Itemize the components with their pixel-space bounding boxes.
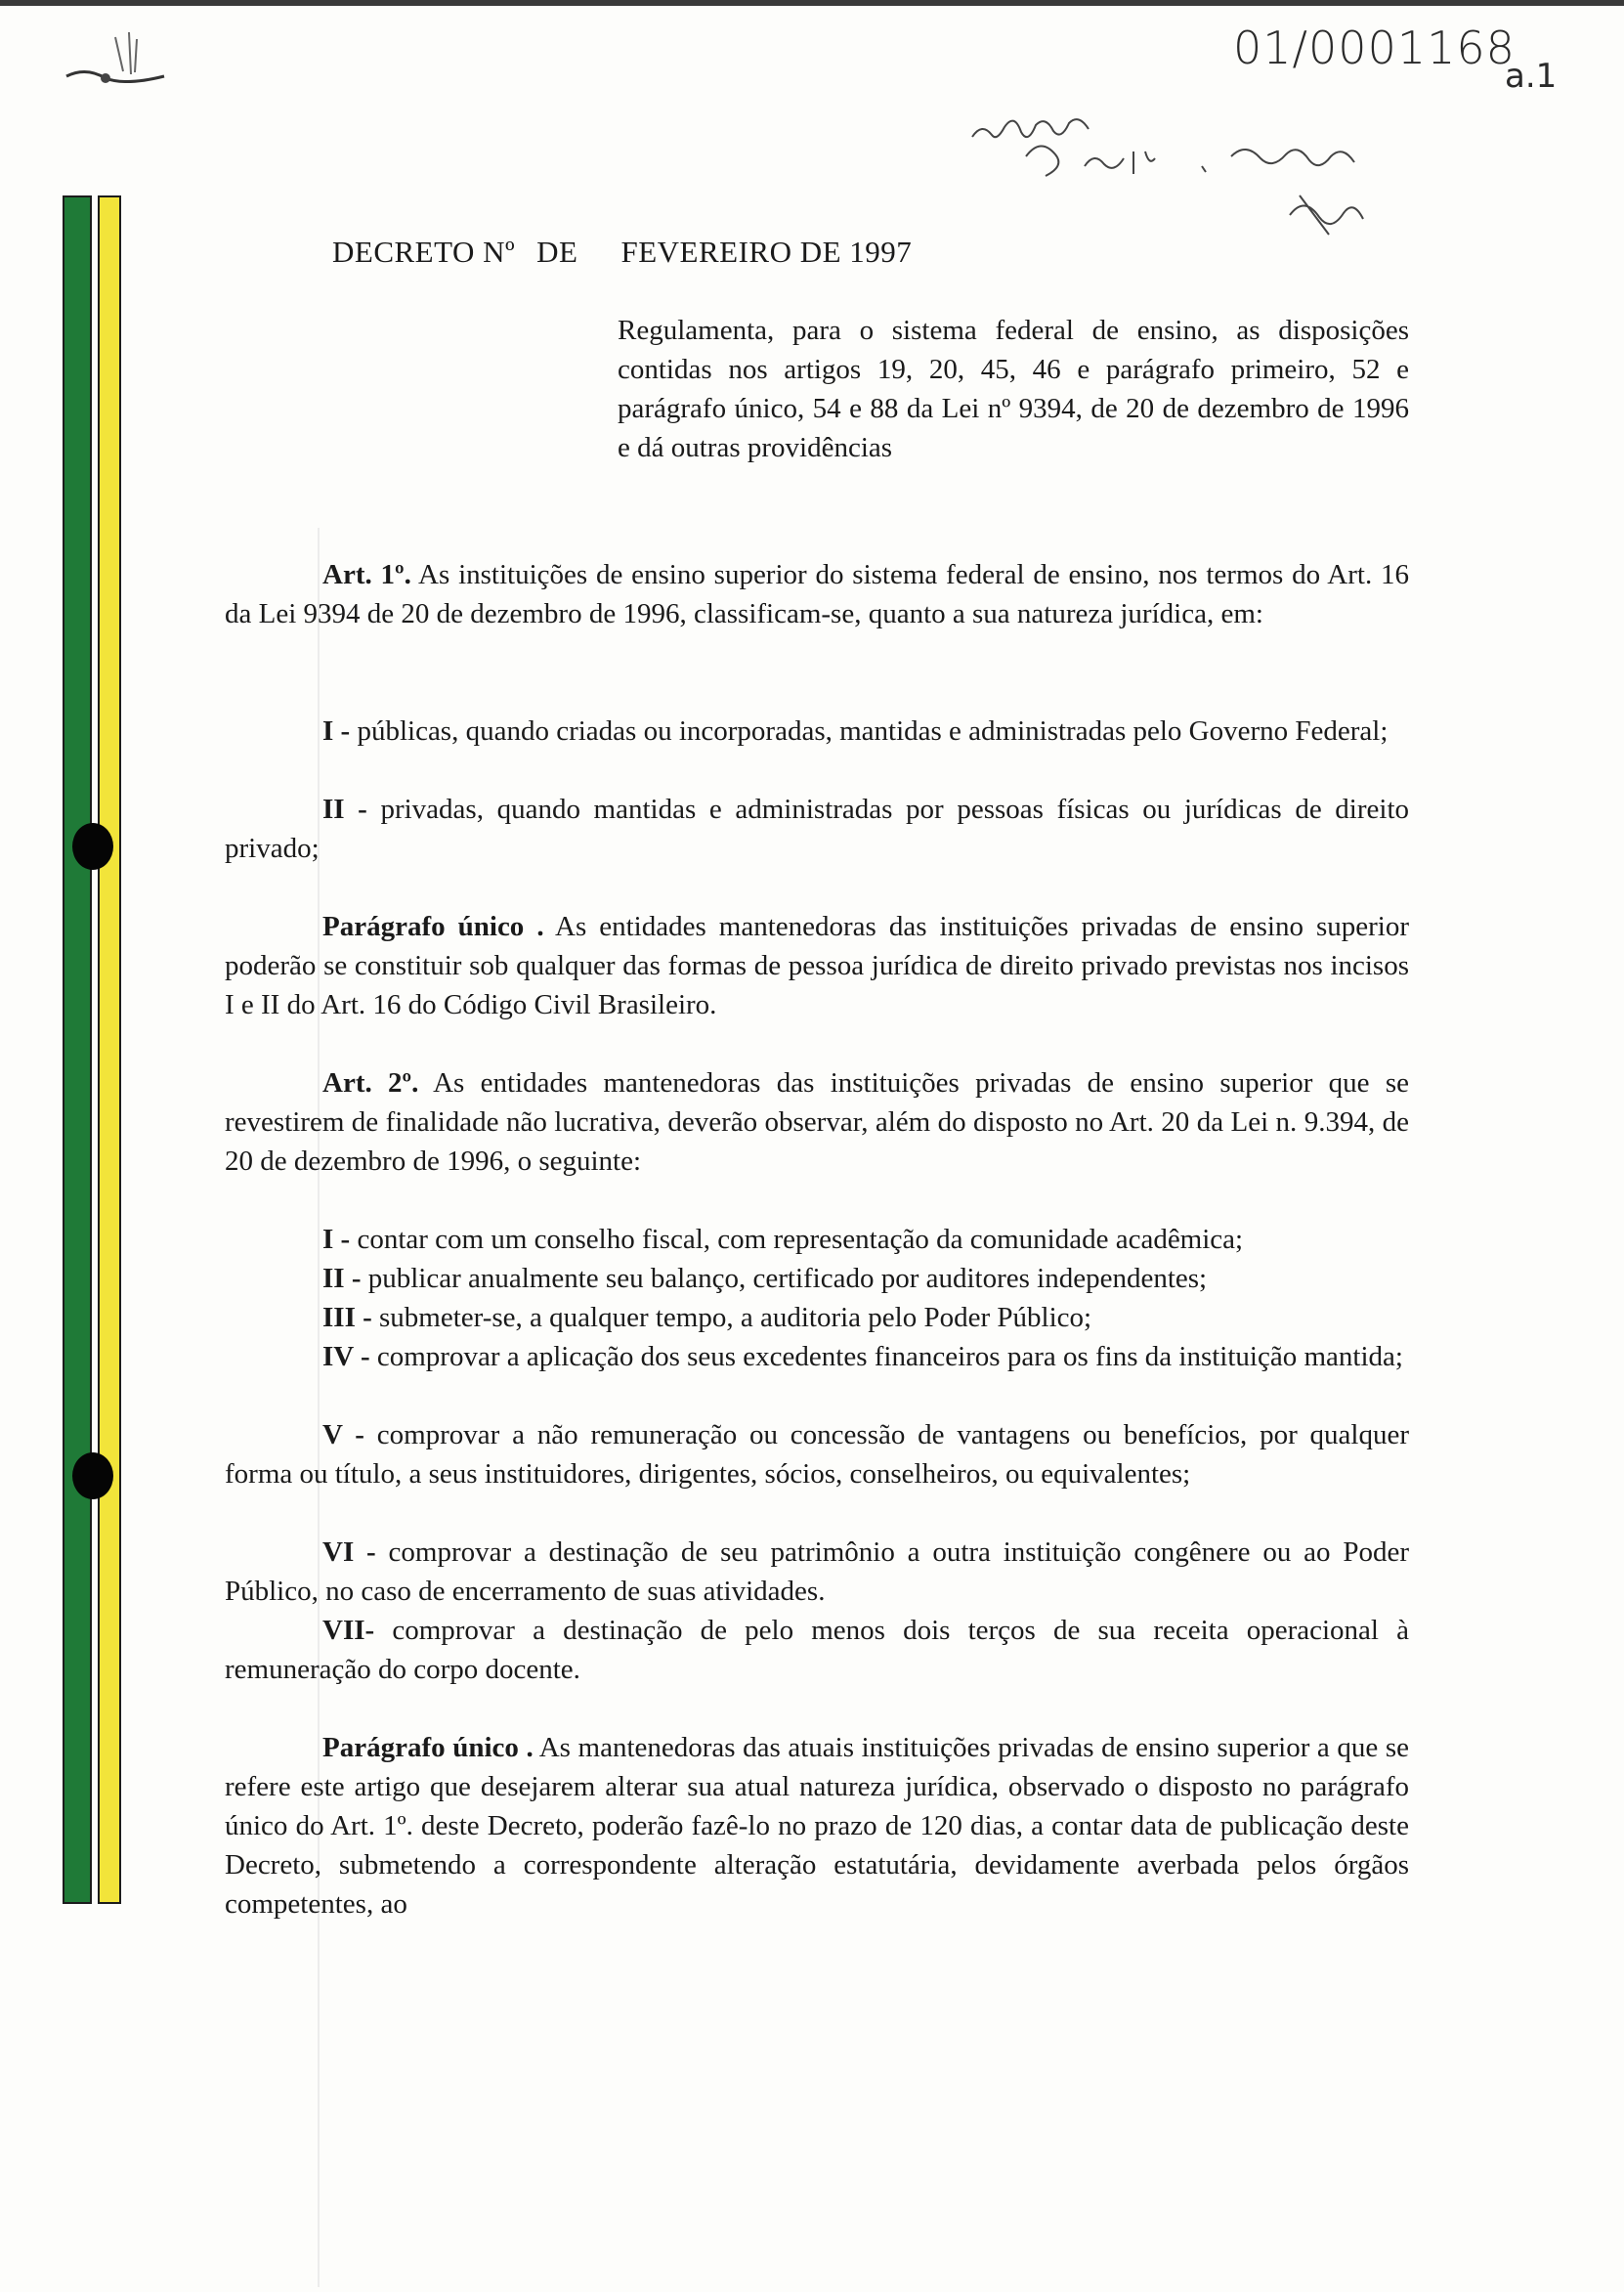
item-text: públicas, quando criadas ou incorporadas, mantidas e administradas pelo Governo Federal; — [357, 715, 1389, 747]
punch-hole — [72, 1452, 113, 1499]
decree-label: DECRETO Nº — [332, 235, 516, 269]
art1-paragraph — [225, 555, 1409, 633]
item-text: comprovar a destinação de seu patrimônio a outra instituição congênere ou ao Poder Público, no caso de encerramento de suas atividades. — [225, 1536, 1410, 1607]
decree-summary: Regulamenta, para o sistema federal de ensino, as disposições contidas nos artigos 19, 20, 45, 46 e parágrafo primeiro, 52 e parágrafo único, 54 e 88 da Lei nº 9394, de 20 de dezembro de 1996 e dá outras providências — [618, 315, 1409, 463]
art1-item-2 — [225, 790, 1409, 868]
archive-stamp-number: 01/0001168 — [1233, 22, 1516, 74]
art2-item-5 — [225, 1415, 1409, 1493]
item-text: contar com um conselho fiscal, com representação da comunidade acadêmica; — [357, 1224, 1244, 1255]
item-text: comprovar a destinação de pelo menos dois terços de sua receita operacional à remuneração do corpo docente. — [225, 1615, 1410, 1685]
item-text: comprovar a não remuneração ou concessão de vantagens ou benefícios, por qualquer forma ou título, a seus instituidores, dirigentes, sócios, conselheiros, ou equivalentes; — [225, 1419, 1410, 1490]
item-label: III - — [322, 1302, 372, 1333]
item-label: I - — [322, 715, 351, 747]
handwritten-annotation — [967, 98, 1417, 244]
art2-item-2 — [225, 1259, 1409, 1298]
art2-item-4 — [225, 1337, 1409, 1376]
item-label: I - — [322, 1224, 351, 1255]
art1-text: As instituições de ensino superior do sistema federal de ensino, nos termos do Art. 16 da Lei 9394 de 20 de dezembro de 1996, classificam-se, quanto a sua natureza jurídica, em: — [225, 559, 1409, 629]
item-label: II - — [322, 794, 367, 825]
art2-paragraph-unico — [225, 1728, 1409, 1924]
art2-text: As entidades mantenedoras das instituições privadas de ensino superior que se revestirem de finalidade não lucrativa, deverão observar, além do disposto no Art. 20 da Lei n. 9.394, de 20 de dezembro de 1996, o seguinte: — [225, 1067, 1410, 1177]
item-text: privadas, quando mantidas e administradas por pessoas físicas ou jurídicas de direito privado; — [225, 794, 1410, 864]
item-text: comprovar a aplicação dos seus excedentes financeiros para os fins da instituição mantida; — [376, 1341, 1403, 1372]
art1-label: Art. 1º. — [322, 559, 411, 590]
punch-hole — [72, 823, 113, 870]
item-label: VI - — [322, 1536, 376, 1568]
art1-item-1 — [225, 712, 1409, 751]
decree-title — [332, 235, 933, 270]
binding-bar-yellow — [98, 195, 121, 1904]
paragraph-label: Parágrafo único . — [322, 911, 544, 942]
item-label: II - — [322, 1263, 362, 1294]
item-label: IV - — [322, 1341, 370, 1372]
paragraph-text: As entidades mantenedoras das instituições privadas de ensino superior poderão se constituir sob qualquer das formas de pessoa jurídica de direito privado previstas nos incisos I e II do Art. 16 do Código Civil Brasileiro. — [225, 911, 1409, 1020]
art1-paragraph-unico — [225, 907, 1409, 1024]
paragraph-label: Parágrafo único . — [322, 1732, 534, 1763]
art2-item-3 — [225, 1298, 1409, 1337]
art2-paragraph — [225, 1063, 1409, 1181]
item-label: VII- — [322, 1615, 375, 1646]
archive-logo-icon — [47, 18, 184, 96]
item-text: submeter-se, a qualquer tempo, a auditoria pelo Poder Público; — [379, 1302, 1092, 1333]
archive-stamp-page: a.1 — [1505, 57, 1558, 96]
item-label: V - — [322, 1419, 364, 1450]
binding-bar-green — [63, 195, 92, 1904]
item-text: publicar anualmente seu balanço, certificado por auditores independentes; — [367, 1263, 1208, 1294]
art2-label: Art. 2º. — [322, 1067, 419, 1099]
art2-item-7 — [225, 1611, 1409, 1689]
decree-date: FEVEREIRO DE 1997 — [620, 235, 913, 269]
scan-edge — [0, 0, 1624, 6]
art2-item-6 — [225, 1533, 1409, 1611]
paragraph-text: As mantenedoras das atuais instituições privadas de ensino superior a que se refere este artigo que desejarem alterar sua atual natureza jurídica, observado o disposto no parágrafo único do Art. 1º. deste Decreto, poderão fazê-lo no prazo de 120 dias, a contar data de publicação deste Decreto, submetendo a correspondente alteração estatutária, devidamente averbada pelos órgãos competentes, ao — [225, 1732, 1409, 1920]
art2-item-1 — [225, 1220, 1409, 1259]
decree-de: DE — [536, 235, 578, 269]
